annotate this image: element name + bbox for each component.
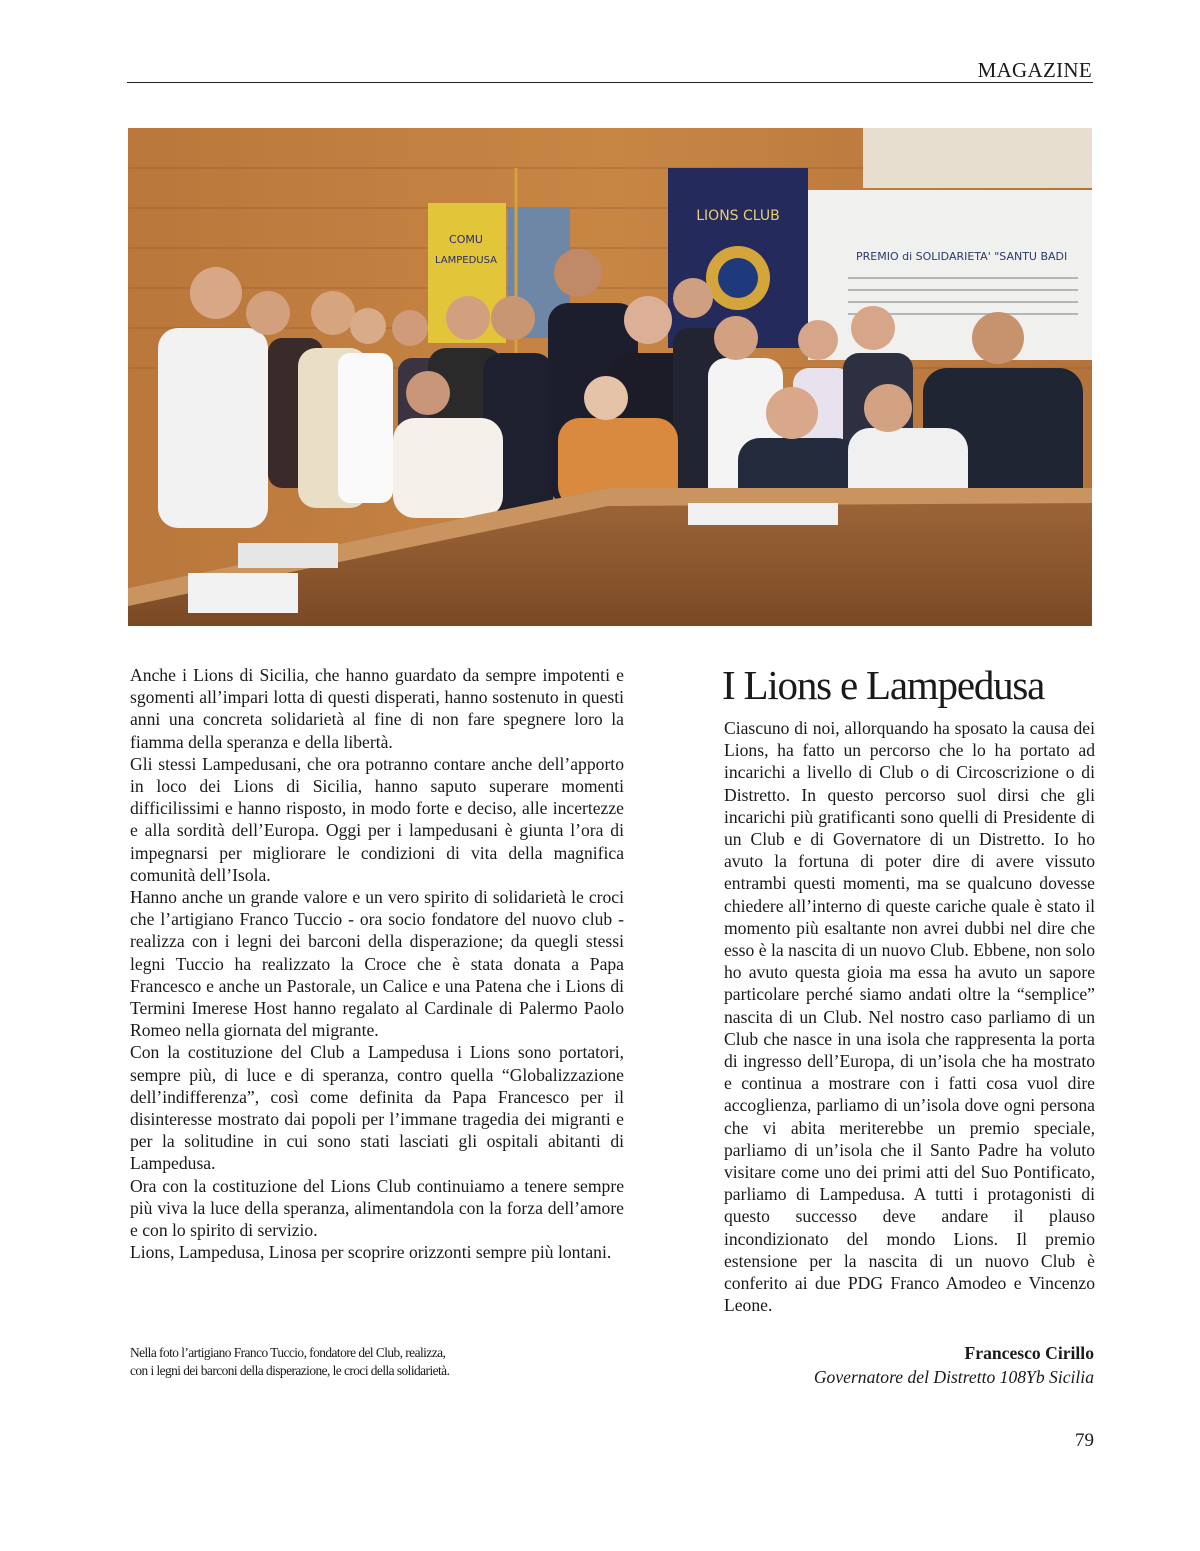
banner-left-line-1: COMU bbox=[449, 233, 483, 246]
caption-line: Nella foto l’artigiano Franco Tuccio, fondatore del Club, realizza, bbox=[130, 1345, 446, 1360]
lions-club-banner-text: LIONS CLUB bbox=[696, 208, 780, 224]
books-on-table bbox=[188, 573, 298, 613]
page-number: 79 bbox=[1075, 1430, 1094, 1451]
paragraph: Gli stessi Lampedusani, che ora potranno contare anche dell’apporto in loco dei Lions di Sicilia, hanno saputo superare momenti difficilissimi e hanno risposto, in modo forte e deciso, alle incertezze e alla sordità dell’Europa. Oggi per i lampedusani è giunta l’ora di impegnarsi per migliorare le condizioni di vita della magnifica comunità dell’Isola. bbox=[130, 753, 624, 885]
group-photo bbox=[128, 128, 1092, 626]
paragraph: Hanno anche un grande valore e un vero spirito di solidarietà le croci che l’artigiano Franco Tuccio - ora socio fondatore del nuovo club - realizza con i legni dei barconi della disperazione; da quegli stessi legni Tuccio ha realizzato la Croce che è stata donata a Papa Francesco e anche un Pastorale, un Calice e una Patena che i Lions di Termini Imerese Host hanno regalato al Cardinale di Palermo Paolo Romeo nella giornata del migrante. bbox=[130, 887, 624, 1041]
section-label: MAGAZINE bbox=[977, 58, 1092, 82]
solidarity-poster bbox=[808, 190, 1092, 360]
article-left-column bbox=[130, 664, 624, 1263]
poster-title: PREMIO di SOLIDARIETA' "SANTU BADI bbox=[856, 250, 1068, 263]
photo-caption bbox=[130, 1344, 550, 1380]
papers-on-table bbox=[688, 503, 838, 525]
signature bbox=[814, 1341, 1094, 1389]
paragraph: Lions, Lampedusa, Linosa per scoprire orizzonti sempre più lontani. bbox=[130, 1242, 612, 1263]
paragraph: Anche i Lions di Sicilia, che hanno guardato da sempre impotenti e sgomenti all’impari lotta di questi disperati, hanno sostenuto in questi anni una concreta solidarietà al fine di non fare spegnere loro la fiamma della speranza e della libertà. bbox=[130, 665, 624, 752]
article-title: I Lions e Lampedusa bbox=[722, 662, 1045, 708]
author-name: Francesco Cirillo bbox=[964, 1343, 1094, 1363]
banner-left-line-2: LAMPEDUSA bbox=[434, 255, 498, 266]
paragraph: Con la costituzione del Club a Lampedusa i Lions sono portatori, sempre più, di luce e di speranza, contro quella “Globalizzazione dell’indifferenza”, così come definita da Papa Francesco per il disinteresse mostrato dai popoli per l’immane tragedia dei migranti e per la solitudine in cui sono stati lasciati gli ospitali abitanti di Lampedusa. bbox=[130, 1042, 624, 1174]
author-role: Governatore del Distretto 108Yb Sicilia bbox=[813, 1367, 1094, 1387]
header-rule bbox=[127, 82, 1093, 83]
article-right-column: Ciascuno di noi, allorquando ha sposato la causa dei Lions, ha fatto un percorso che lo ha portato ad incarichi a livello di Club o di Circoscrizione o di Distretto. In questo percorso suol dirsi che gli incarichi più gratificanti sono quelli di Presidente di un Club e di Governatore di un Distretto. Io ho avuto la fortuna di poter dire di avere vissuto entrambi questi momenti, ma se qualcuno dovesse chiedere all’interno di queste cariche quale è stato il momento più esaltante non avrei dubbi nel dire che esso è la nascita di un nuovo Club. Ebbene, non solo ho avuto questa gioia ma essa ha avuto un sapore particolare perché siamo andati oltre la “semplice” nascita di un Club. Nel nostro caso parliamo di un Club che nasce in una isola che rappresenta la porta di ingresso dell’Europa, di un’isola che ha mostrato e continua a mostrare con i fatti cosa vuol dire accoglienza, parliamo di un’isola dove ogni persona che vi abita meriterebbe un premio speciale, parliamo di un’isola che il Santo Padre ha voluto visitare come uno dei primi atti del Suo Pontificato, parliamo di Lampedusa. A tutti i protagonisti di questo successo deve andare il plauso incondizionato del mondo Lions. Il premio estensione per la nascita di un nuovo Club è conferito ai due PDG Franco Amodeo e Vincenzo Leone. bbox=[724, 718, 1095, 1316]
window bbox=[863, 128, 1092, 188]
paragraph: Ora con la costituzione del Lions Club continuiamo a tenere sempre più viva la luce della speranza, alimentandola con la forza dell’amore e con lo spirito di servizio. bbox=[130, 1175, 624, 1241]
caption-line: con i legni dei barconi della disperazione, le croci della solidarietà. bbox=[130, 1363, 450, 1378]
